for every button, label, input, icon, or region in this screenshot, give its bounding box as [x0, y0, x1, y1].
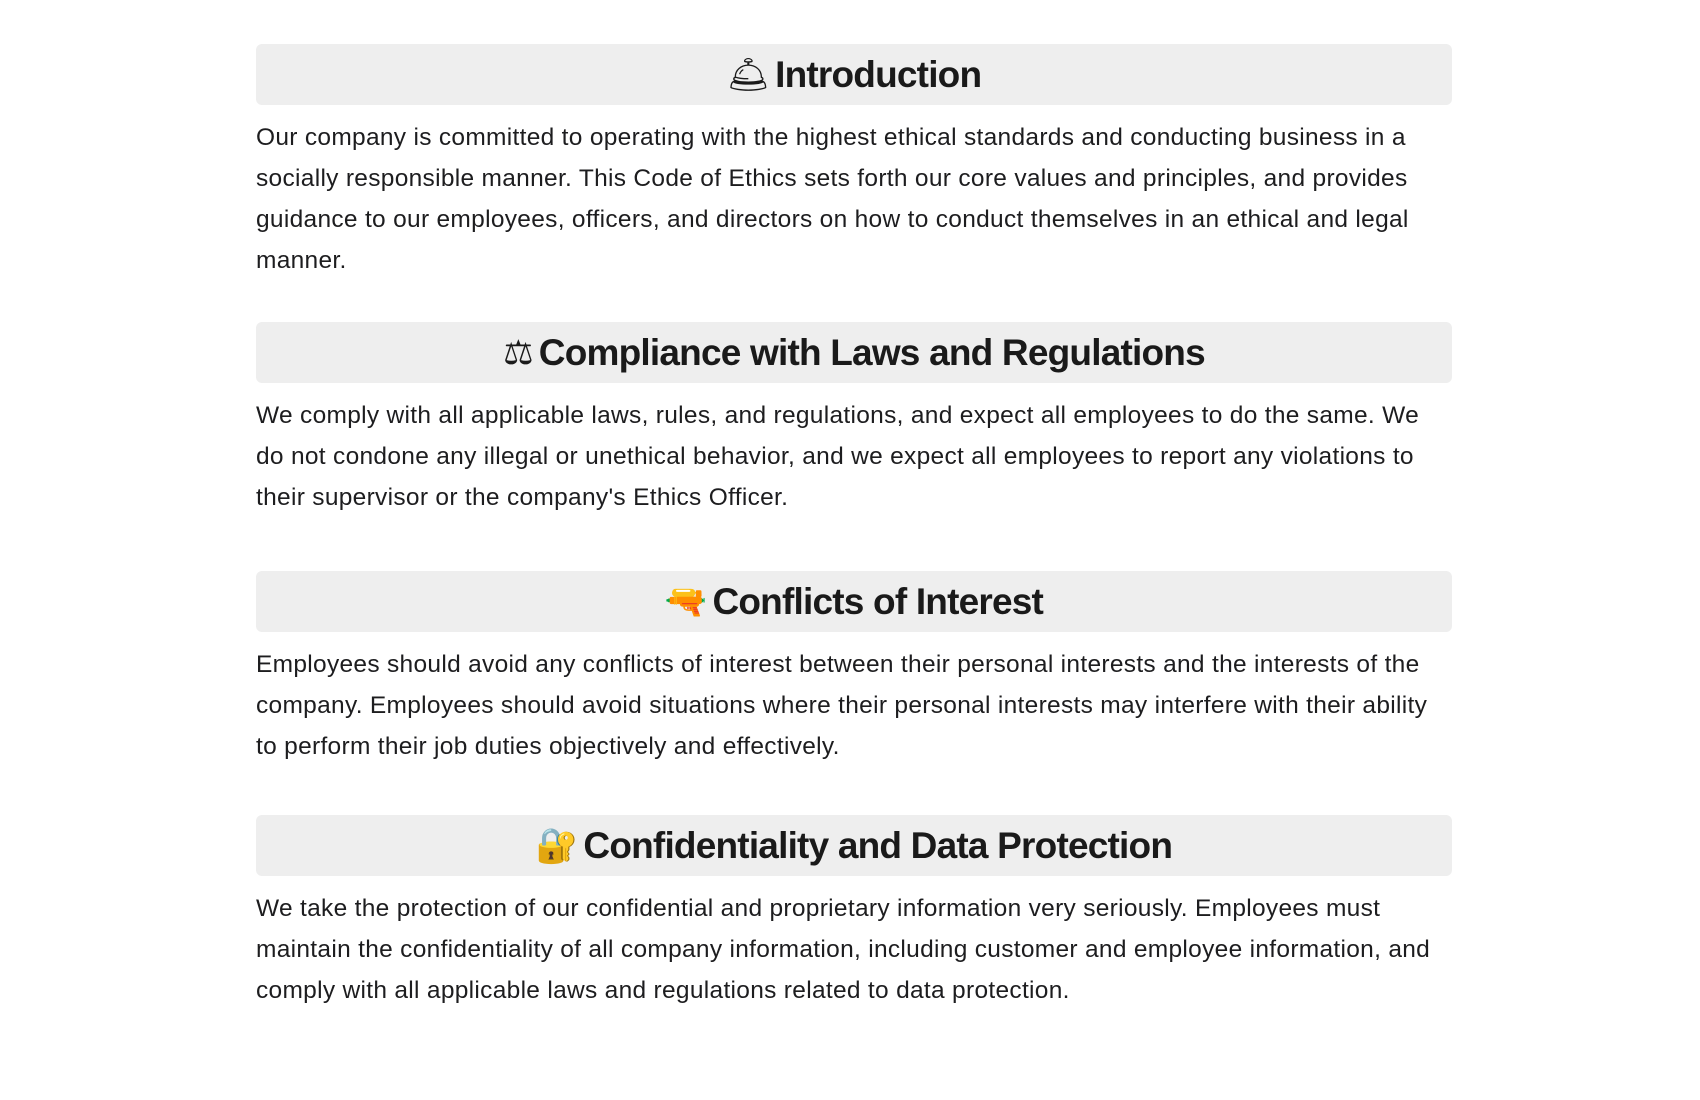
section-body: Our company is committed to operating with the highest ethical standards and conducting business in a socially responsible manner. This Code of Ethics sets forth our core values and principles, and provides guidance to our employees, officers, and directors on how to conduct themselves in an ethical and legal manner.: [256, 124, 1409, 274]
section-compliance: [256, 322, 1452, 518]
section-heading: [256, 571, 1452, 632]
section-confidentiality: [256, 815, 1452, 1011]
heading-title: Confidentiality and Data Protection: [583, 824, 1173, 866]
balance-scale-icon: ⚖: [503, 332, 533, 373]
section-body: Employees should avoid any conflicts of interest between their personal interests and the interests of the company. Employees should avoid situations where their personal interests may interfere with their ability to perform their job duties objectively and effectively.: [256, 651, 1428, 760]
section-heading: [256, 44, 1452, 105]
heading-title: Conflicts of Interest: [712, 580, 1044, 622]
bellhop-bell-icon: 🛎: [726, 54, 770, 95]
section-body: We take the protection of our confidential and proprietary information very seriously. Employees must maintain the confidentiality of all company information, including customer and employee information, and comply with all applicable laws and regulations related to data protection.: [256, 895, 1431, 1004]
lock-with-key-icon: 🔐: [535, 825, 578, 866]
water-pistol-icon: 🔫: [664, 581, 707, 622]
section-body: We comply with all applicable laws, rules, and regulations, and expect all employees to do the same. We do not condone any illegal or unethical behavior, and we expect all employees to report any violations to their supervisor or the company's Ethics Officer.: [256, 402, 1420, 511]
heading-title: Introduction: [775, 53, 982, 95]
section-conflicts: [256, 571, 1452, 767]
section-introduction: [256, 44, 1452, 281]
section-heading: [256, 322, 1452, 383]
heading-title: Compliance with Laws and Regulations: [538, 331, 1205, 373]
section-heading: [256, 815, 1452, 876]
